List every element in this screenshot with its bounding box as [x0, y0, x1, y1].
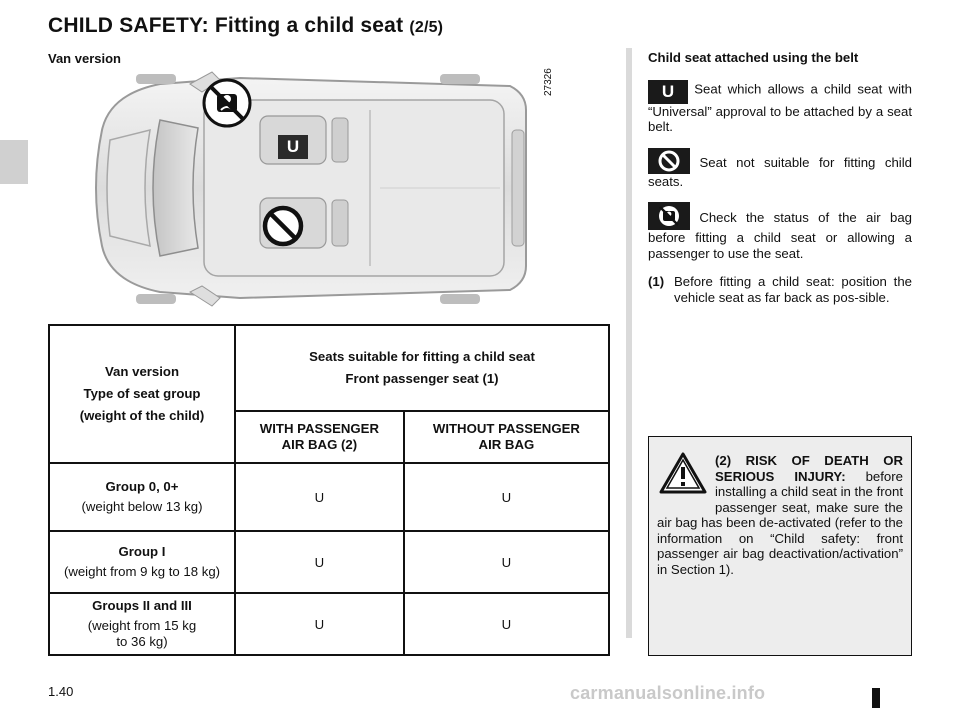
prohibited-icon — [648, 148, 690, 174]
legend-item-not-suitable — [648, 148, 912, 190]
warning-title: (2) RISK OF DEATH OR SERIOUS INJURY: — [715, 453, 903, 484]
section-label: Van version — [48, 51, 121, 66]
table-header-suitable-seats — [235, 325, 609, 411]
table-cell-group — [49, 531, 235, 593]
table-cell-without-airbag: U — [404, 531, 609, 593]
footnote-1 — [648, 274, 912, 305]
legend-column — [648, 50, 912, 305]
side-tab-marker — [0, 140, 28, 184]
table-header-without-airbag — [404, 411, 609, 463]
group-weight: (weight from 9 kg to 18 kg) — [63, 564, 221, 579]
bookmark-marker — [872, 688, 880, 708]
legend-item-airbag — [648, 202, 912, 261]
table-header-line: AIR BAG — [478, 437, 535, 452]
table-header-seat-group — [49, 325, 235, 463]
universal-badge-icon: U — [648, 80, 688, 104]
warning-box — [648, 436, 912, 656]
table-cell-without-airbag: U — [404, 593, 609, 655]
airbag-warning-symbol — [202, 78, 252, 128]
page-number: 1.40 — [48, 684, 74, 699]
table-cell-group — [49, 593, 235, 655]
table-header-line: Van version — [104, 364, 180, 379]
group-weight: (weight from 15 kg — [87, 618, 197, 633]
page-title: CHILD SAFETY: Fitting a child seat (2/5) — [48, 14, 444, 37]
legend-item-airbag-text: Check the status of the air bag before fitting a child seat or allowing a passenger to use the seat. — [648, 210, 912, 261]
group-name: Groups II and III — [92, 598, 192, 613]
table-row — [49, 531, 609, 593]
table-cell-with-airbag: U — [235, 593, 404, 655]
group-name: Group I — [118, 544, 166, 559]
title-page-counter: (2/5) — [409, 19, 444, 36]
footnote-1-text: Before fitting a child seat: position the vehicle seat as far back as pos-sible. — [674, 274, 912, 305]
table-cell-without-airbag: U — [404, 463, 609, 531]
table-header-line: Seats suitable for fitting a child seat — [309, 349, 535, 364]
group-name: Group 0, 0+ — [105, 479, 179, 494]
child-seat-table — [48, 324, 610, 656]
legend-item-not-suitable-text: Seat not suitable for fitting child seats. — [648, 154, 912, 189]
warning-body: before installing a child seat in the front passenger seat, make sure the air bag has been de-activated (refer to the information on “Child safety: front passenger air bag deactivation/activation” in Section 1). — [657, 468, 903, 577]
group-weight: to 36 kg) — [116, 634, 168, 649]
table-header-line: WITHOUT PASSENGER — [432, 421, 580, 436]
group-weight: (weight below 13 kg) — [81, 499, 203, 514]
table-header-line: AIR BAG (2) — [281, 437, 358, 452]
figure-reference-code: 27326 — [543, 68, 554, 96]
table-cell-with-airbag: U — [235, 531, 404, 593]
table-row — [49, 593, 609, 655]
airbag-check-icon — [648, 202, 690, 230]
column-divider — [626, 48, 632, 638]
table-header-line: Type of seat group — [83, 386, 201, 401]
table-cell-with-airbag: U — [235, 463, 404, 531]
legend-item-universal — [648, 80, 912, 135]
van-top-view-diagram — [80, 70, 530, 310]
legend-heading: Child seat attached using the belt — [648, 50, 859, 65]
watermark: carmanualsonline.info — [570, 683, 766, 703]
universal-seat-marker-label: U — [286, 137, 300, 156]
no-seat-icon — [262, 205, 304, 247]
table-header-with-airbag — [235, 411, 404, 463]
warning-text — [657, 453, 903, 577]
footnote-1-number: (1) — [648, 274, 665, 289]
table-row — [49, 463, 609, 531]
table-header-line: WITH PASSENGER — [259, 421, 379, 436]
table-header-line: (weight of the child) — [79, 408, 205, 423]
universal-seat-marker — [278, 135, 308, 159]
legend-item-universal-text: Seat which allows a child seat with “Universal” approval to be attached by a seat belt. — [648, 80, 912, 134]
table-header-line: Front passenger seat (1) — [345, 371, 499, 386]
table-cell-group — [49, 463, 235, 531]
